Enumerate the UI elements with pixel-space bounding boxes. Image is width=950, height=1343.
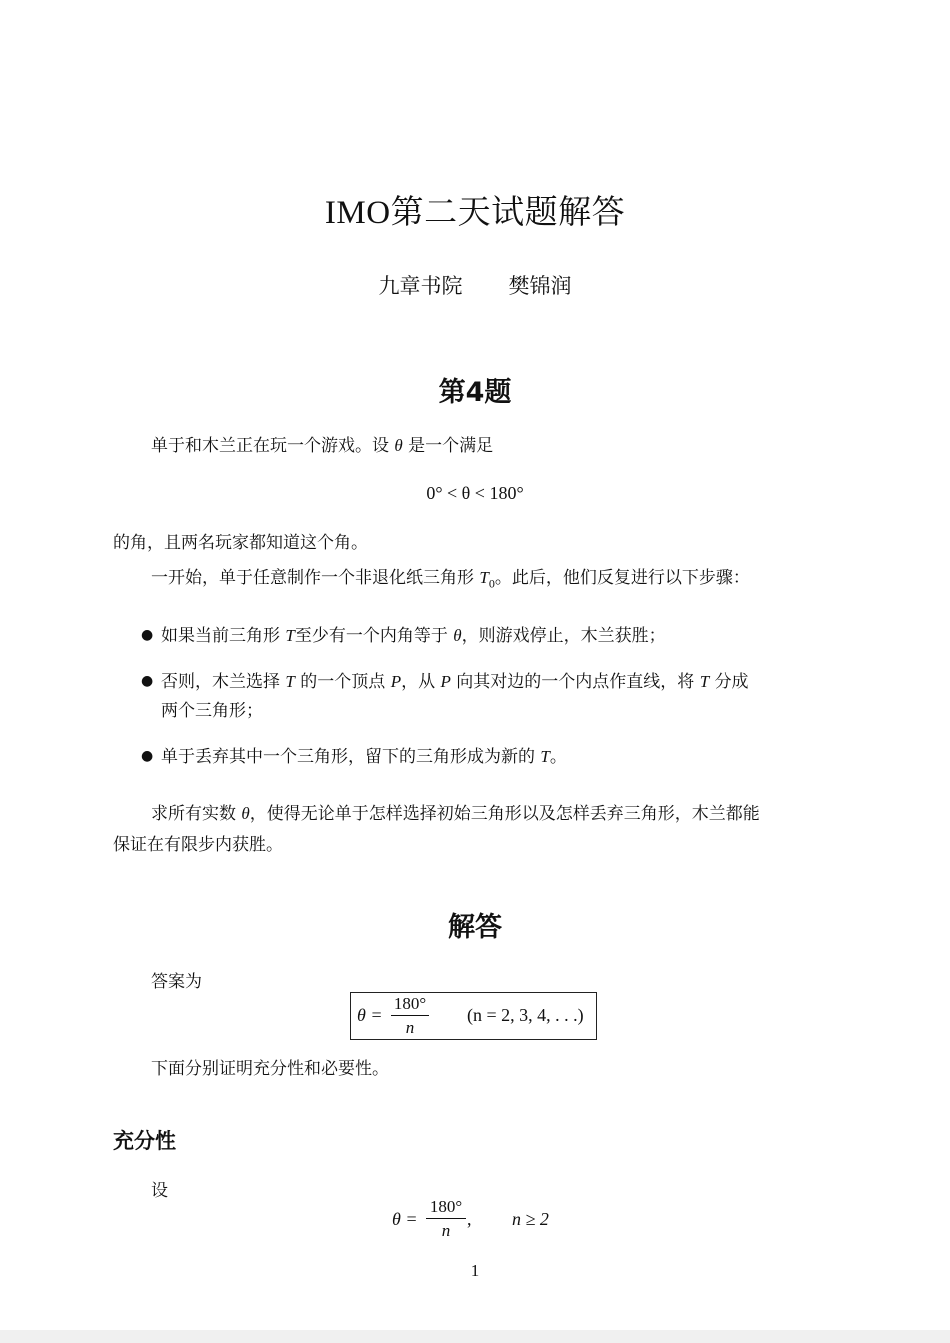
t0-symbol: $T_0$ [479,568,495,591]
bullet-icon: ● [141,748,154,764]
answer-condition: (n = 2, 3, 4, . . .) [467,1005,584,1025]
list-item: ● 否则，木兰选择 T 的一个顶点 P，从 P 向其对边的一个内点作直线，将 T 分成 两个三角形； [161,667,841,726]
intro-text: 单于和木兰正在玩一个游戏。设 [151,436,389,456]
let-fraction: 180° n [426,1197,466,1241]
authors [0,270,950,300]
paper-title: IMO第二天试题解答 [324,195,626,231]
bottom-strip [0,1330,950,1343]
answer-label: 答案为 [151,972,202,992]
answer-lhs: θ = [357,1005,383,1025]
let-lhs: θ = [392,1209,418,1229]
answer-box [350,992,597,1040]
author-org: 九章书院 [378,274,463,298]
intro-theta: θ [394,436,403,455]
line3-end-text: 。此后，他们反复进行以下步骤： [494,568,750,588]
problem-intro [151,433,493,459]
let-condition: n ≥ 2 [512,1209,549,1229]
line3-text: 一开始，单于任意制作一个非退化纸三角形 [151,568,474,588]
bullet-icon: ● [141,673,154,689]
question-line1: 求所有实数 θ，使得无论单于怎样选择初始三角形以及怎样丢弃三角形，木兰都能 [151,804,760,824]
page-number: 1 [470,1261,480,1280]
author-name: 樊锦润 [508,274,572,298]
solution-after: 下面分别证明充分性和必要性。 [151,1059,389,1079]
sufficiency-heading: 充分性 [113,1129,176,1153]
question-line2: 保证在有限步内获胜。 [113,835,283,855]
let-comma: , [467,1209,472,1229]
bullet-icon: ● [141,627,154,643]
problem-line3 [151,565,750,596]
list-item: ● 如果当前三角形 T至少有一个内角等于 θ，则游戏停止，木兰获胜； [161,621,841,651]
problem-line2: 的角，且两名玩家都知道这个角。 [113,533,368,553]
answer-fraction: 180° n [391,994,429,1038]
problem-heading: 第4题 [438,377,512,408]
list-item: ● 单于丢弃其中一个三角形，留下的三角形成为新的 T。 [161,742,841,772]
solution-heading: 解答 [448,912,502,943]
let-label: 设 [151,1181,168,1201]
intro-end-text: 是一个满足 [408,436,494,456]
angle-condition: 0° < θ < 180° [426,483,524,503]
